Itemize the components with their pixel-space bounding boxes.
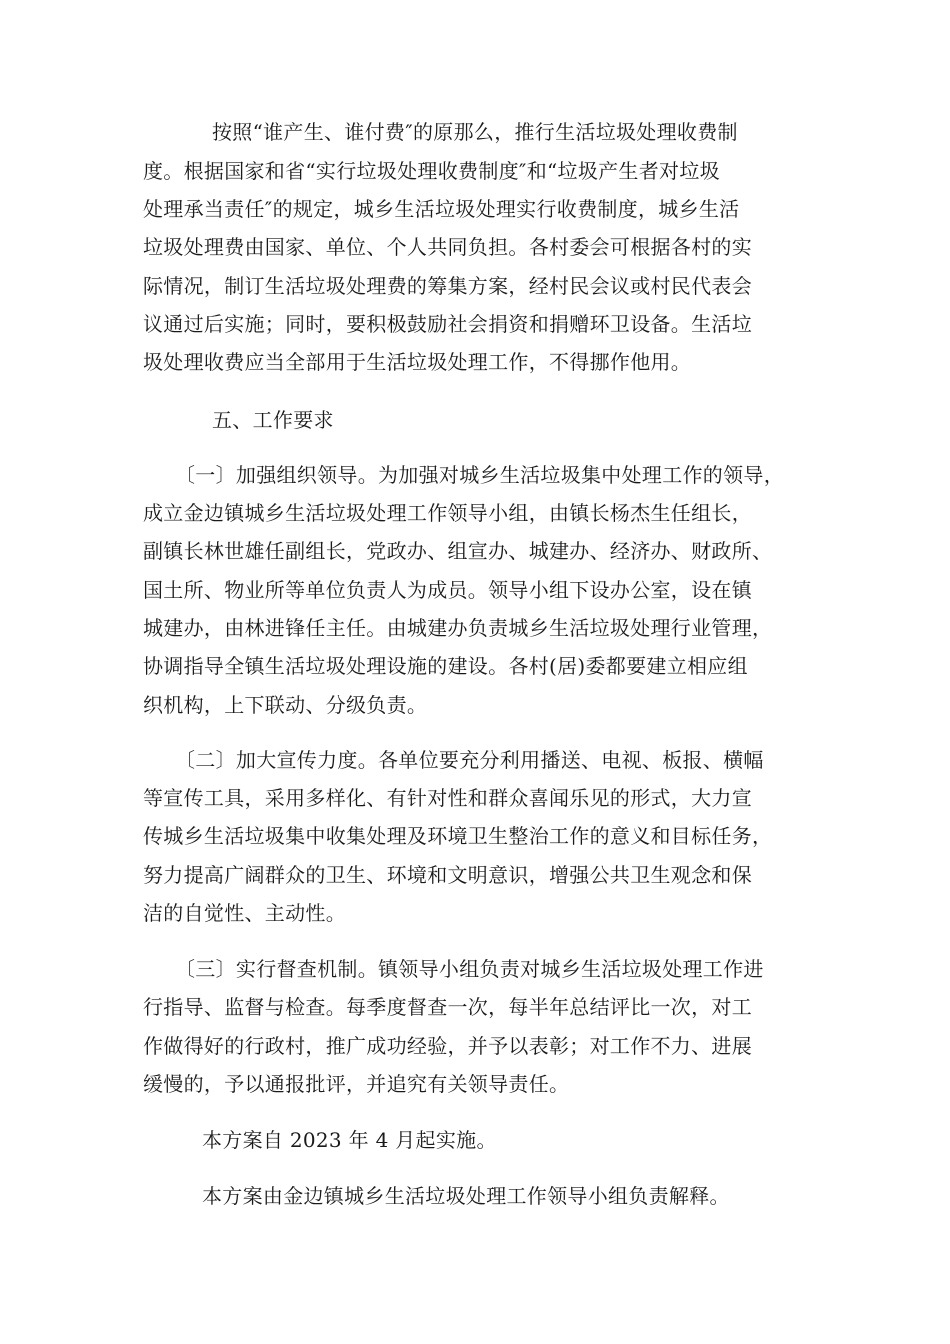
text-line: 度。根据国家和省“实行垃圾处理收费制度″和“垃圾产生者对垃圾 (143, 159, 720, 183)
text-line: 成立金边镇城乡生活垃圾处理工作领导小组，由镇长杨杰生任组长， (143, 501, 752, 525)
text-line: 处理承当责任″的规定，城乡生活垃圾处理实行收费制度，城乡生活 (143, 197, 740, 221)
text-line: 缓慢的，予以通报批评，并追究有关领导责任。 (143, 1072, 570, 1096)
text-line: 副镇长林世雄任副组长，党政办、组宣办、城建办、经济办、财政所、 (143, 539, 773, 563)
text-line: 〔一〕加强组织领导。为加强对城乡生活垃圾集中处理工作的领导， (175, 463, 784, 487)
text-line: 国土所、物业所等单位负责人为成员。领导小组下设办公室，设在镇 (143, 578, 752, 602)
text-line: 协调指导全镇生活垃圾处理设施的建设。各村(居)委都要建立相应组 (143, 654, 748, 678)
text-line: 织机构，上下联动、分级负责。 (143, 693, 428, 717)
text-line: 努力提高广阔群众的卫生、环境和文明意识，增强公共卫生观念和保 (143, 863, 752, 887)
interpretation-line: 本方案由金边镇城乡生活垃圾处理工作领导小组负责解释。 (202, 1184, 730, 1208)
text-line: 议通过后实施；同时，要积极鼓励社会捐资和捐赠环卫设备。生活垃 (143, 312, 752, 336)
section-heading: 五、工作要求 (212, 408, 334, 432)
text-line: 垃圾处理费由国家、单位、个人共同负担。各村委会可根据各村的实 (143, 235, 752, 259)
text-line: 等宣传工具，采用多样化、有针对性和群众喜闻乐见的形式，大力宣 (143, 786, 752, 810)
text-line: 城建办，由林进锋任主任。由城建办负责城乡生活垃圾处理行业管理， (143, 616, 773, 640)
text-line: 〔二〕加大宣传力度。各单位要充分利用播送、电视、板报、横幅 (175, 748, 764, 772)
text-line: 〔三〕实行督查机制。镇领导小组负责对城乡生活垃圾处理工作进 (175, 957, 764, 981)
text-line: 按照“谁产生、谁付费″的原那么，推行生活垃圾处理收费制 (212, 120, 738, 144)
text-line: 传城乡生活垃圾集中收集处理及环境卫生整治工作的意义和目标任务， (143, 824, 773, 848)
text-line: 圾处理收费应当全部用于生活垃圾处理工作，不得挪作他用。 (143, 350, 692, 374)
text-line: 行指导、监督与检查。每季度督查一次，每半年总结评比一次，对工 (143, 995, 752, 1019)
text-line: 洁的自觉性、主动性。 (143, 901, 346, 925)
effective-date-line: 本方案自 2023 年 4 月起实施。 (202, 1128, 497, 1152)
text-line: 作做得好的行政村，推广成功经验，并予以表彰；对工作不力、进展 (143, 1034, 752, 1058)
text-line: 际情况，制订生活垃圾处理费的筹集方案，经村民会议或村民代表会 (143, 274, 752, 298)
